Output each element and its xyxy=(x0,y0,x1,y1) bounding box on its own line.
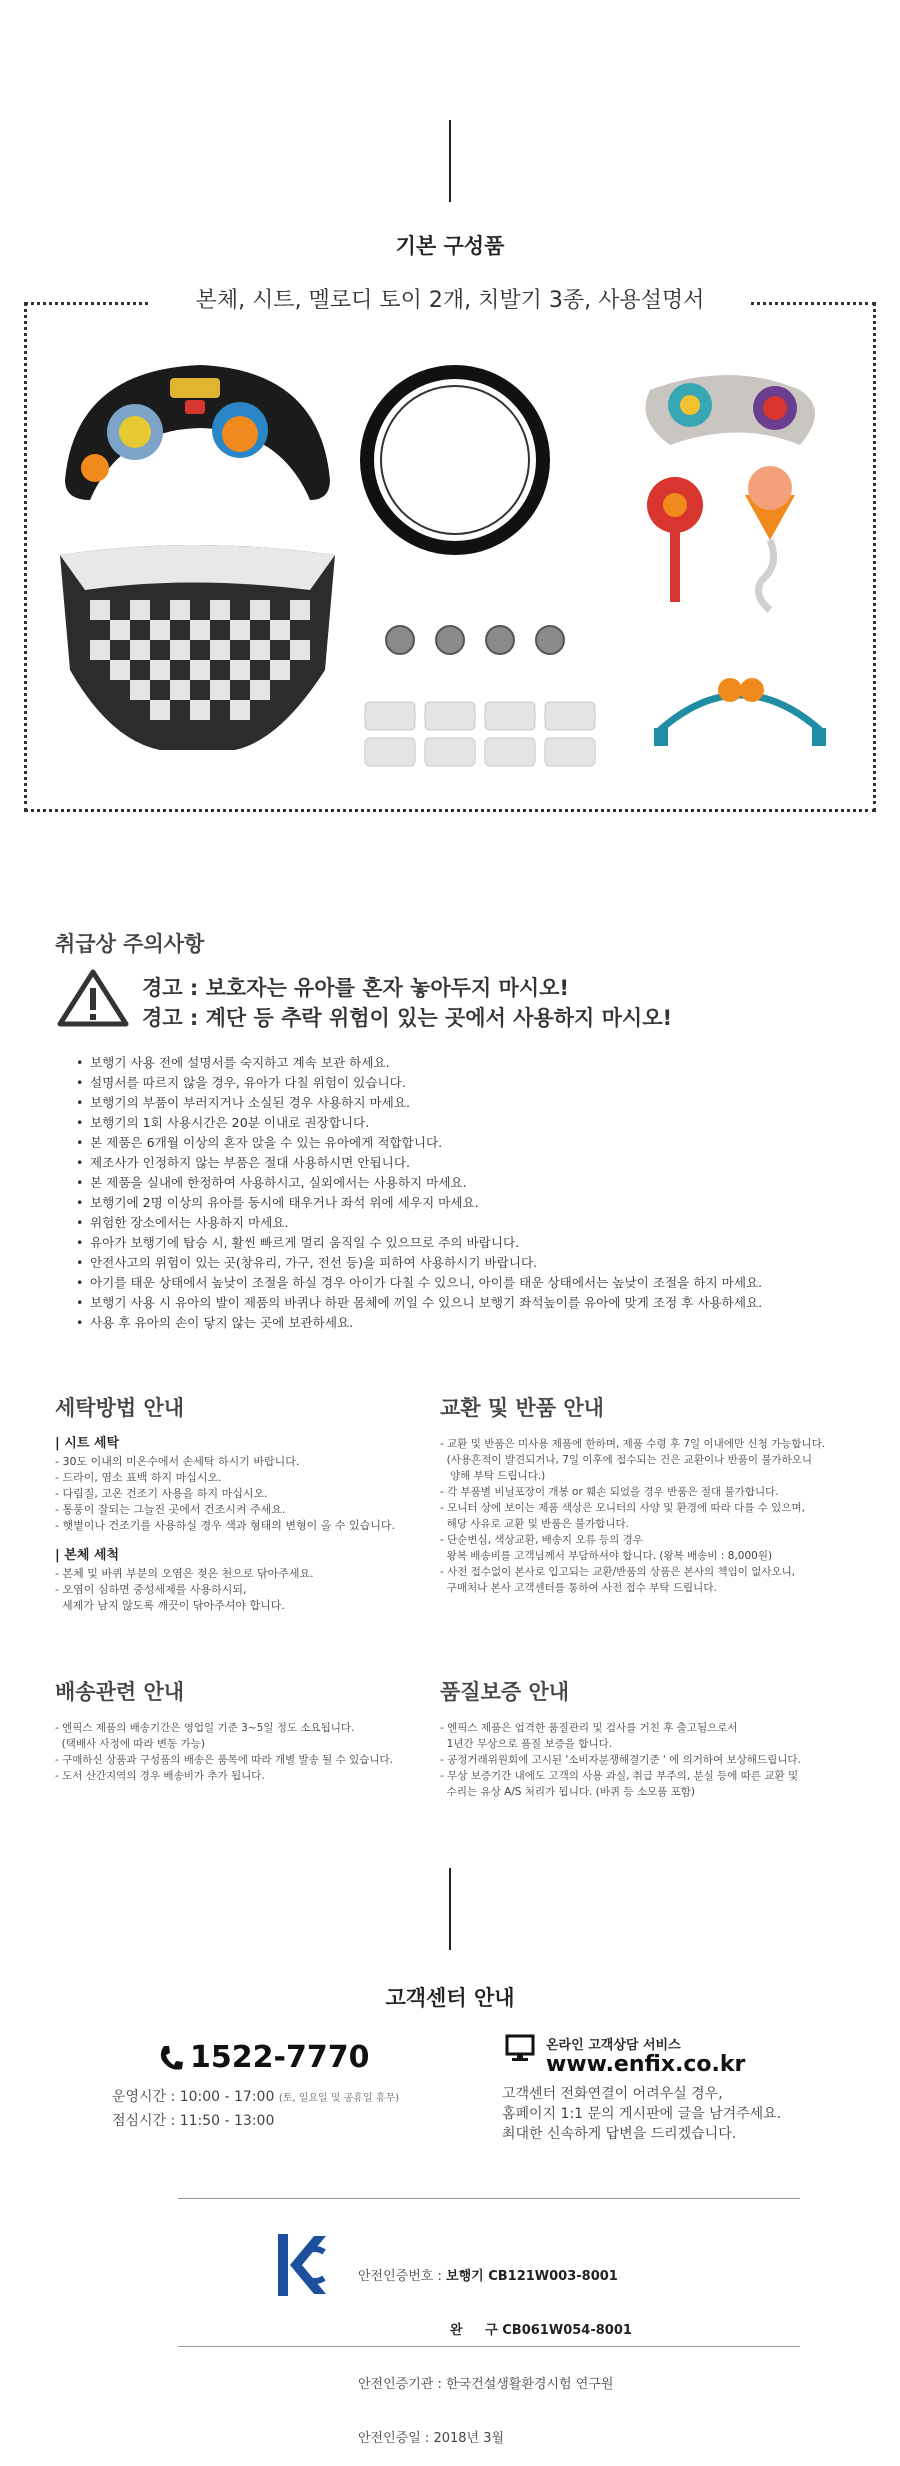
monitor-icon xyxy=(505,2034,535,2062)
list-item: - 사전 접수없이 본사로 입고되는 교환/반품의 상품은 본사의 책임이 없사오니, xyxy=(440,1566,796,1578)
list-item: 세제가 남지 않도록 깨끗이 닦아주셔야 합니다. xyxy=(55,1599,285,1612)
hours-label: 운영시간 : 10:00 - 17:00 xyxy=(112,2089,275,2105)
list-item: 왕복 배송비를 고객님께서 부담하셔야 합니다. (왕복 배송비 : 8,000원) xyxy=(440,1550,773,1562)
warning-triangle-icon xyxy=(56,968,130,1028)
list-item: - 도서 산간지역의 경우 배송비가 추가 됩니다. xyxy=(55,1770,265,1782)
cert-number-label: 안전인증번호 : xyxy=(358,2269,442,2284)
cert-divider-top xyxy=(178,2198,800,2199)
list-item: - 구매하신 상품과 구성품의 배송은 품목에 따라 개별 발송 될 수 있습니다. xyxy=(55,1754,393,1766)
kc-mark-logo xyxy=(276,2232,328,2298)
caution-list xyxy=(76,1053,762,1333)
cert-info xyxy=(358,2232,632,2466)
caution-title: 취급상 주의사항 xyxy=(55,932,205,956)
cert-agency-row xyxy=(358,2376,632,2394)
list-item: • 보행기에 2명 이상의 유아를 동시에 태우거나 좌석 위에 세우지 마세요. xyxy=(76,1193,762,1213)
melody-toy-image xyxy=(646,375,816,445)
customer-title: 고객센터 안내 xyxy=(385,1986,515,2010)
list-item: - 모니터 상에 보이는 제품 색상은 모니터의 사양 및 환경에 따라 다를 수 있으며, xyxy=(440,1502,805,1514)
online-desc-line: 홈페이지 1:1 문의 게시판에 글을 남겨주세요. xyxy=(502,2106,782,2122)
list-item: 1년간 무상으로 품질 보증을 합니다. xyxy=(440,1738,613,1750)
list-item: - 드라이, 염소 표백 하지 마십시오. xyxy=(55,1471,222,1484)
activity-tray-image xyxy=(65,365,330,500)
cert-number-walker: 보행기 CB121W003-8001 xyxy=(446,2269,618,2284)
lunch-hours: 점심시간 : 11:50 - 13:00 xyxy=(112,2113,275,2129)
phone-number[interactable]: 1522-7770 xyxy=(190,2040,370,2075)
list-item: • 제조사가 인정하지 않는 부품은 절대 사용하시면 안됩니다. xyxy=(76,1153,762,1173)
teether-icecream-image xyxy=(745,466,795,610)
list-item: - 햇볕이나 건조기를 사용하실 경우 색과 형태의 변형이 올 수 있습니다. xyxy=(55,1519,395,1532)
list-item: - 엔픽스 제품의 배송기간은 영업일 기준 3~5일 정도 소요됩니다. xyxy=(55,1722,355,1734)
online-label: 온라인 고객상담 서비스 xyxy=(546,2038,681,2053)
stoppers-image xyxy=(365,702,595,766)
teether-arch-image xyxy=(654,678,826,746)
hours-row xyxy=(112,2086,399,2106)
list-item: 구매처나 본사 고객센터를 통하여 사전 접수 부탁 드립니다. xyxy=(440,1582,717,1594)
shipping-title: 배송관련 안내 xyxy=(55,1680,185,1704)
list-item: • 보행기의 부품이 부러지거나 소실된 경우 사용하지 마세요. xyxy=(76,1093,762,1113)
walker-ring-image xyxy=(367,372,543,548)
phone-icon xyxy=(158,2044,184,2072)
list-item: • 유아가 보행기에 탑승 시, 활씬 빠르게 멀리 움직일 수 있으므로 주의 바랍니다. xyxy=(76,1233,762,1253)
list-item: • 보행기 사용 시 유아의 발이 제품의 바퀴나 하판 몸체에 끼일 수 있으니 보행기 좌석높이를 유아에 맞게 조정 후 사용하세요. xyxy=(76,1293,762,1313)
list-item: - 엔픽스 제품은 엄격한 품질관리 및 검사를 거친 후 출고됨으로서 xyxy=(440,1722,738,1734)
list-item: 수리는 유상 A/S 처리가 됩니다. (바퀴 등 소모품 포함) xyxy=(440,1786,696,1798)
list-item: - 통풍이 잘되는 그늘진 곳에서 건조시켜 주세요. xyxy=(55,1503,286,1516)
cert-number-row xyxy=(358,2268,632,2286)
website-link[interactable]: www.enfix.co.kr xyxy=(546,2052,746,2077)
warning-line-2: 경고 : 계단 등 추락 위험이 있는 곳에서 사용하지 마시오! xyxy=(142,1006,673,1030)
list-item: - 30도 이내의 미온수에서 손세탁 하시기 바랍니다. xyxy=(55,1455,300,1468)
list-item: • 본 제품은 6개월 이상의 혼자 앉을 수 있는 유아에게 적합합니다. xyxy=(76,1133,762,1153)
composition-title: 기본 구성품 xyxy=(395,234,505,258)
list-item: - 공정거래위원회에 고시된 '소비자분쟁해결기준 ' 에 의거하여 보상해드립니다. xyxy=(440,1754,801,1766)
list-item: - 오염이 심하면 중성세제를 사용하시되, xyxy=(55,1583,247,1596)
walker-seat-image xyxy=(60,545,335,750)
hours-note: (토, 일요일 및 공휴일 휴무) xyxy=(278,2093,400,2104)
list-item: • 위험한 장소에서는 사용하지 마세요. xyxy=(76,1213,762,1233)
product-illustration xyxy=(40,340,870,780)
washing-title: 세탁방법 안내 xyxy=(55,1396,185,1420)
online-desc-line: 최대한 신속하게 답변을 드리겠습니다. xyxy=(502,2126,737,2142)
list-item: - 교환 및 반품은 미사용 제품에 한하며, 제품 수령 후 7일 이내에만 신청 가능합니다. xyxy=(440,1438,826,1450)
composition-items: 본체, 시트, 멜로디 토이 2개, 치발기 3종, 사용설명서 xyxy=(150,283,750,314)
seat-wash-title: | 시트 세탁 xyxy=(55,1436,120,1451)
cert-agency: 한국건설생활환경시험 연구원 xyxy=(446,2377,614,2392)
list-item: (택배사 사정에 따라 변동 가능) xyxy=(55,1738,205,1750)
exchange-content xyxy=(440,1436,880,1596)
list-item: • 안전사고의 위험이 있는 곳(창유리, 가구, 전선 등)을 피하여 사용하시기 바랍니다. xyxy=(76,1253,762,1273)
cert-date-row xyxy=(358,2430,632,2448)
top-divider xyxy=(449,120,451,202)
list-item: - 다림질, 고온 건조기 사용을 하지 마십시오. xyxy=(55,1487,268,1500)
list-item: • 사용 후 유아의 손이 닿지 않는 곳에 보관하세요. xyxy=(76,1313,762,1333)
list-item: • 설명서를 따르지 않을 경우, 유아가 다칠 위험이 있습니다. xyxy=(76,1073,762,1093)
quality-content xyxy=(440,1720,880,1800)
teether-lollipop-image xyxy=(647,477,703,602)
exchange-title: 교환 및 반품 안내 xyxy=(440,1396,604,1420)
list-item: • 보행기 사용 전에 설명서를 숙지하고 계속 보관 하세요. xyxy=(76,1053,762,1073)
quality-title: 품질보증 안내 xyxy=(440,1680,570,1704)
list-item: 해당 사유로 교환 및 반품은 불가합니다. xyxy=(440,1518,629,1530)
list-item: - 본체 및 바퀴 부분의 오염은 젖은 천으로 닦아주세요. xyxy=(55,1567,314,1580)
washing-content xyxy=(55,1430,415,1614)
cert-divider-bottom xyxy=(178,2346,800,2347)
middle-divider xyxy=(449,1868,451,1950)
cert-date-label: 안전인증일 : xyxy=(358,2431,430,2446)
wheels-image xyxy=(386,626,564,654)
online-description xyxy=(502,2084,781,2144)
cert-date: 2018년 3월 xyxy=(433,2431,505,2446)
online-desc-line: 고객센터 전화연결이 어려우실 경우, xyxy=(502,2086,723,2102)
list-item: (사용흔적이 발견되거나, 7일 이후에 접수되는 건은 교환이나 반품이 불가하오니 xyxy=(440,1454,813,1466)
shipping-content xyxy=(55,1720,415,1784)
cert-number-toy: 완 구 CB061W054-8001 xyxy=(450,2323,632,2338)
list-item: - 무상 보증기간 내에도 고객의 사용 과실, 취급 부주의, 분실 등에 따른 교환 및 xyxy=(440,1770,799,1782)
list-item: • 아기를 태운 상태에서 높낮이 조절을 하실 경우 아이가 다칠 수 있으니, 아이를 태운 상태에서는 높낮이 조절을 하지 마세요. xyxy=(76,1273,762,1293)
cert-agency-label: 안전인증기관 : xyxy=(358,2377,442,2392)
list-item: • 본 제품을 실내에 한정하여 사용하시고, 실외에서는 사용하지 마세요. xyxy=(76,1173,762,1193)
warning-line-1: 경고 : 보호자는 유아를 혼자 놓아두지 마시오! xyxy=(142,976,569,1000)
list-item: - 각 부품별 비닐포장이 개봉 or 훼손 되었을 경우 반품은 절대 불가합니다. xyxy=(440,1486,779,1498)
body-wash-title: | 본체 세척 xyxy=(55,1548,120,1563)
list-item: • 보행기의 1회 사용시간은 20분 이내로 권장합니다. xyxy=(76,1113,762,1133)
list-item: 양해 부탁 드립니다.) xyxy=(440,1470,546,1482)
list-item: - 단순변심, 색상교환, 배송지 오류 등의 경우 xyxy=(440,1534,643,1546)
